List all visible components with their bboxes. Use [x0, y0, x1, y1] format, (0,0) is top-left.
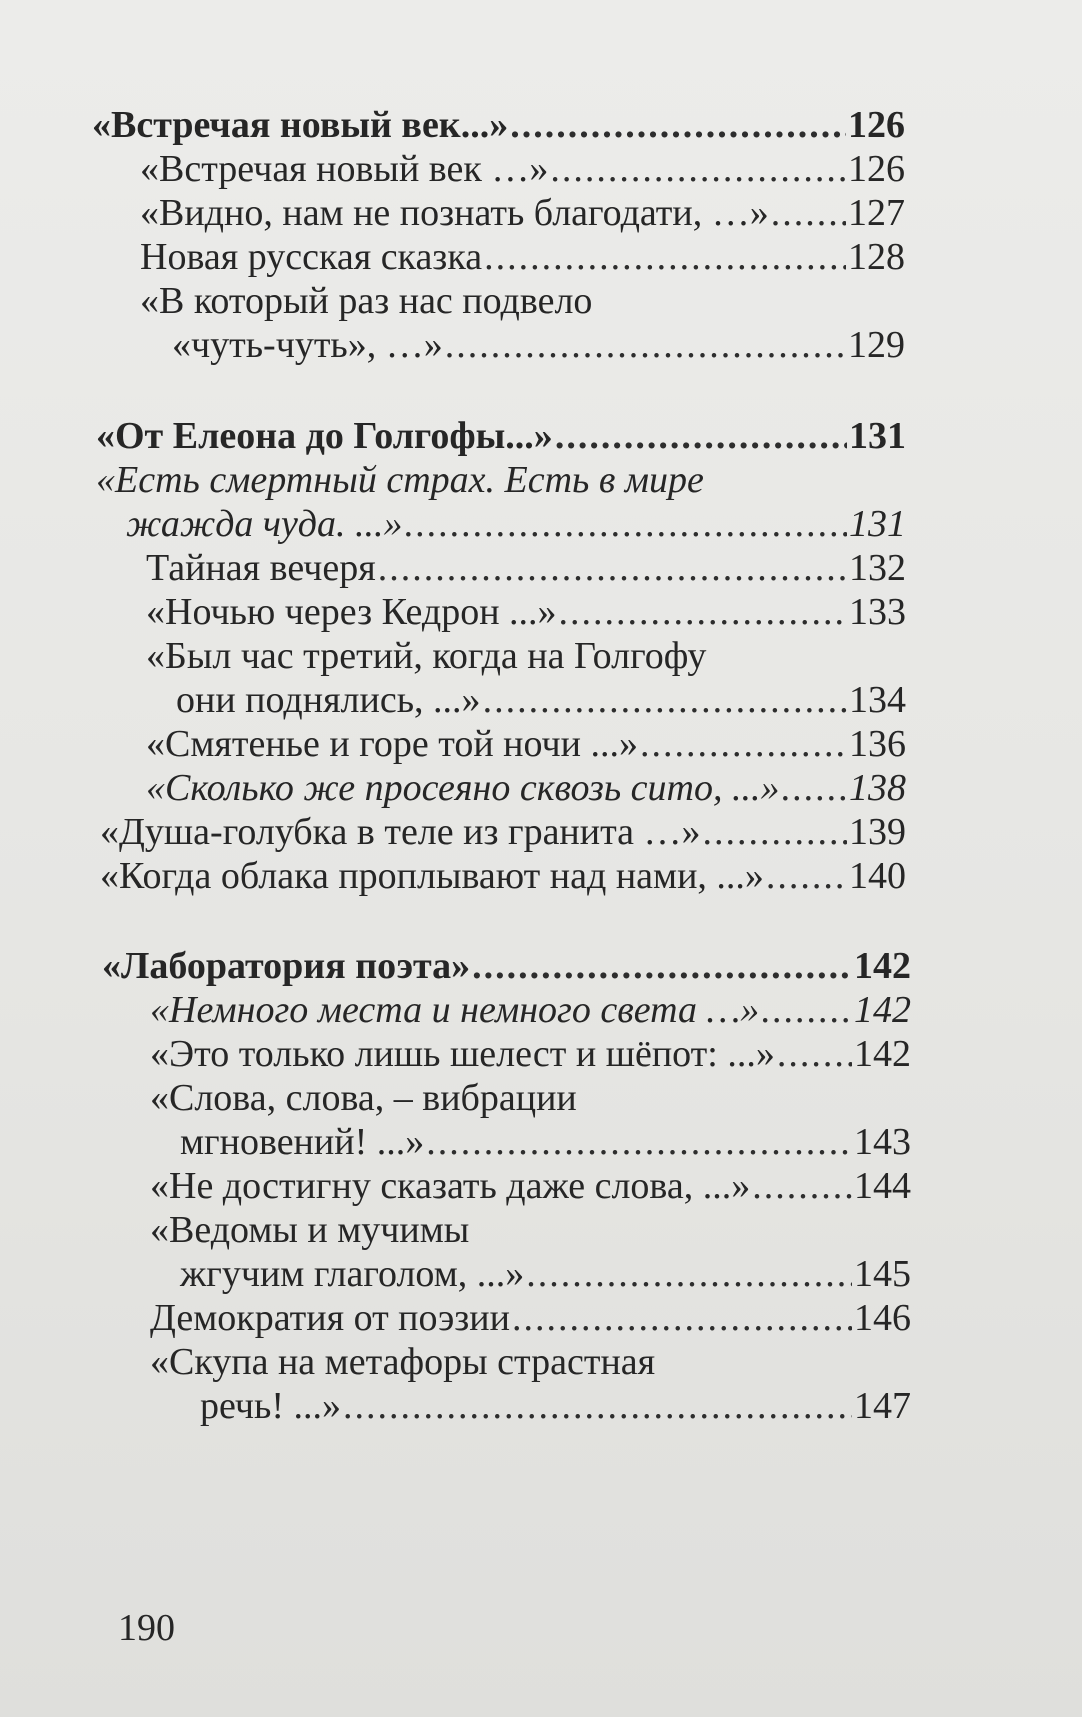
toc-entry-page: 142: [854, 989, 911, 1031]
toc-entry: [146, 720, 906, 768]
toc-entry-page: 147: [854, 1385, 911, 1427]
toc-entry: [180, 1250, 911, 1298]
dot-leader: [343, 1382, 852, 1430]
toc-entry: [150, 986, 911, 1034]
toc-entry-page: 133: [849, 591, 906, 633]
toc-entry-page: 131: [849, 503, 906, 545]
toc-entry-page: 144: [854, 1165, 911, 1207]
toc-entry-page: 131: [849, 415, 906, 457]
toc-entry: [126, 500, 906, 548]
dot-leader: [761, 986, 852, 1034]
dot-leader: [703, 808, 847, 856]
toc-entry-title: мгновений! ...»: [180, 1121, 425, 1163]
toc-entry-title: «Есть смертный страх. Есть в мире: [96, 459, 704, 501]
dot-leader: [766, 852, 847, 900]
toc-entry: [180, 1118, 911, 1166]
toc-entry-page: 142: [854, 1033, 911, 1075]
toc-entry: [100, 852, 906, 900]
dot-leader: [559, 588, 847, 636]
toc-entry: [146, 632, 906, 680]
toc-entry-page: 127: [848, 192, 905, 234]
dot-leader: [526, 1250, 852, 1298]
dot-leader: [405, 500, 847, 548]
toc-entry-page: 129: [848, 324, 905, 366]
toc-entry: [140, 233, 905, 281]
toc-entry-title: Новая русская сказка: [140, 236, 483, 278]
toc-entry-page: 143: [854, 1121, 911, 1163]
toc-entry-title: «Слова, слова, – вибрации: [150, 1077, 577, 1119]
dot-leader: [771, 189, 846, 237]
toc-entry-title: «чуть-чуть», …»: [172, 324, 443, 366]
toc-entry-title: речь! ...»: [200, 1385, 342, 1427]
toc-entry-title: «В который раз нас подвело: [140, 280, 593, 322]
toc-entry: [140, 277, 905, 325]
toc-entry: [150, 1074, 911, 1122]
dot-leader: [510, 101, 846, 149]
toc-entry-title: «Ведомы и мучимы: [150, 1209, 470, 1251]
toc-entry-page: 134: [849, 679, 906, 721]
dot-leader: [472, 942, 852, 990]
toc-entry: [172, 321, 905, 369]
dot-leader: [555, 412, 847, 460]
toc-entry-page: 146: [854, 1297, 911, 1339]
toc-entry: [146, 544, 906, 592]
toc-entry: [200, 1382, 911, 1430]
toc-entry-title: «Не достигну сказать даже слова, ...»: [150, 1165, 751, 1207]
toc-entry-title: Демократия от поэзии: [150, 1297, 510, 1339]
toc-entry-title: «Встречая новый век...»: [92, 104, 509, 146]
toc-entry-title: «Лаборатория поэта»: [102, 945, 471, 987]
toc-entry-page: 126: [848, 148, 905, 190]
toc-entry-title: «Смятенье и горе той ночи ...»: [146, 723, 638, 765]
toc-entry-page: 126: [848, 104, 905, 146]
dot-leader: [484, 233, 846, 281]
toc-entry-page: 136: [849, 723, 906, 765]
toc-entry-page: 140: [849, 855, 906, 897]
toc-entry-title: «Скупа на метафоры страстная: [150, 1341, 656, 1383]
toc-entry-title: «Немного места и немного света …»: [150, 989, 760, 1031]
dot-leader: [781, 764, 847, 812]
toc-entry: [146, 588, 906, 636]
page-number: 190: [118, 1607, 175, 1649]
dot-leader: [378, 544, 847, 592]
toc-entry: [150, 1294, 911, 1342]
toc-entry-page: 128: [848, 236, 905, 278]
toc-entry-title: Тайная вечеря: [146, 547, 376, 589]
dot-leader: [483, 676, 847, 724]
toc-section-heading: [92, 101, 905, 149]
toc-section-heading: [102, 942, 911, 990]
toc-entry-page: 132: [849, 547, 906, 589]
dot-leader: [445, 321, 846, 369]
dot-leader: [752, 1162, 852, 1210]
dot-leader: [640, 720, 847, 768]
dot-leader: [512, 1294, 852, 1342]
toc-entry-page: 139: [849, 811, 906, 853]
toc-entry-title: жгучим глаголом, ...»: [180, 1253, 525, 1295]
toc-entry: [100, 808, 906, 856]
toc-entry: [146, 764, 906, 812]
toc-entry-title: «Ночью через Кедрон ...»: [146, 591, 557, 633]
dot-leader: [426, 1118, 852, 1166]
toc-entry-page: 142: [854, 945, 911, 987]
toc-entry: [176, 676, 906, 724]
toc-entry: [150, 1338, 911, 1386]
toc-entry-title: «Когда облака проплывают над нами, ...»: [100, 855, 764, 897]
toc-entry-title: «От Елеона до Голгофы...»: [96, 415, 553, 457]
toc-entry: [140, 189, 905, 237]
toc-entry-title: «Сколько же просеяно сквозь сито, ...»: [146, 767, 780, 809]
toc-entry-title: «Это только лишь шелест и шёпот: ...»: [150, 1033, 775, 1075]
toc-entry-title: «Видно, нам не познать благодати, …»: [140, 192, 769, 234]
toc-entry-title: жажда чуда. ...»: [126, 503, 403, 545]
toc-entry-page: 138: [849, 767, 906, 809]
toc-entry: [150, 1162, 911, 1210]
dot-leader: [777, 1030, 852, 1078]
toc-entry-title: «Был час третий, когда на Голгофу: [146, 635, 707, 677]
toc-entry-title: они поднялись, ...»: [176, 679, 481, 721]
toc-section-heading: [96, 412, 906, 460]
toc-entry-title: «Душа-голубка в теле из гранита …»: [100, 811, 701, 853]
toc-entry-title: «Встречая новый век …»: [140, 148, 549, 190]
dot-leader: [550, 145, 846, 193]
toc-entry: [96, 456, 906, 504]
toc-entry: [140, 145, 905, 193]
toc-entry: [150, 1030, 911, 1078]
toc-entry-page: 145: [854, 1253, 911, 1295]
toc-entry: [150, 1206, 911, 1254]
